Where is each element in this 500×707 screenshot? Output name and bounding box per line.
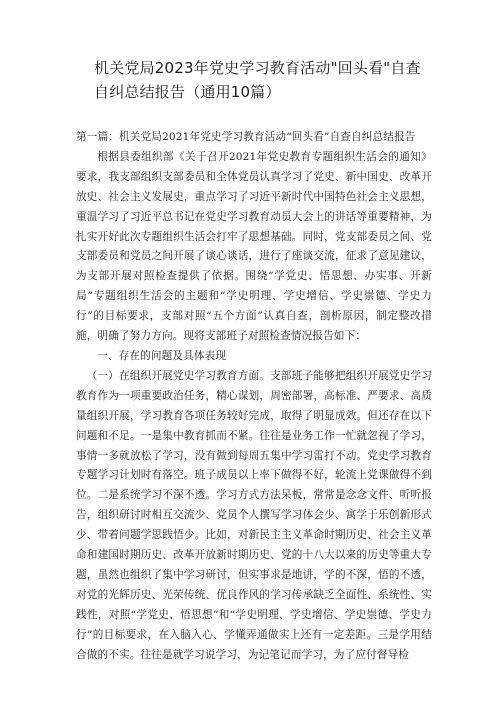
body-paragraph: 根据县委组织部《关于召开2021年党史教育专题组织生活会的通知》要求，我支部组织支部委员和全体党员认真学习了党史、新中国史、改革开放史、社会主义发展史，重点学习了习近平新时代中国特色社会主义思想，重温学习了习近平总书记在党史学习教育动员大会上的讲话等重要精神，为扎实开好此次专题组织生活会打牢了思想基础。同时，党支部委员之间、党支部委员和党员之间开展了谈心谈话，进行了座谈交流，征求了意见建议，为支部开展对照检查提供了依据。围绕“学党史、悟思想、办实事、开新局”专题组织生活会的主题和“学史明理、学史增信、学史崇德、学史力行”的目标要求，支部对照“五个方面”认真自查，剖析原因，制定整改措施，明确了努力方向。现将支部班子对照检查情况报告如下： <box>76 150 432 343</box>
subsection-heading: 一、存在的问题及具体表现 <box>97 349 227 362</box>
document-title: 机关党局2023年党史学习教育活动"回头看"自查自纠总结报告（通用10篇） <box>94 59 421 101</box>
body-paragraph: （一）在组织开展党史学习教育方面。支部班子能够把组织开展党史学习教育作为一项重要政治任务，精心谋划，周密部署，高标准、严要求、高质量组织开展，学习教育各项任务较好完成，取得了明显成效。但还存在以下问题和不足。一是集中教育抓而不紧。往往是业务工作一忙就忽视了学习，事情一多就放松了学习，没有做到每周五集中学习雷打不动。党史学习教育专题学习计划时有落空。班子成员以上率下做得不好，轮流上党课做得不到位。二是系统学习不深不透。学习方式方法呆板，常常是念念文件、听听报告，组织研讨时相互交流少、党员个人撰写学习体会少、寓学于乐创新形式少、带着问题学思践悟少。比如，对新民主主义革命时期历史、社会主义革命和建国时期历史、改革开放新时期历史、党的十八大以来的历史等重大专题，虽然也组织了集中学习研讨，但实事求是地讲，学的不深，悟的不透，对党的光辉历史、光荣传统、优良作风的学习传承缺乏全面性、系统性、实践性，对照“学党史、悟思想”和“学史明理、学史增信、学史崇德、学史力行”的目标要求，在入脑入心、学懂弄通做实上还有一定差距。三是学用结合做的不实。往往是就学习说学习，为记笔记而学习，为了应付督导检 <box>76 369 432 661</box>
document-body <box>76 128 432 665</box>
section-heading: 第一篇：机关党局2021年党史学习教育活动“回头看”自查自纠总结报告 <box>76 131 416 143</box>
